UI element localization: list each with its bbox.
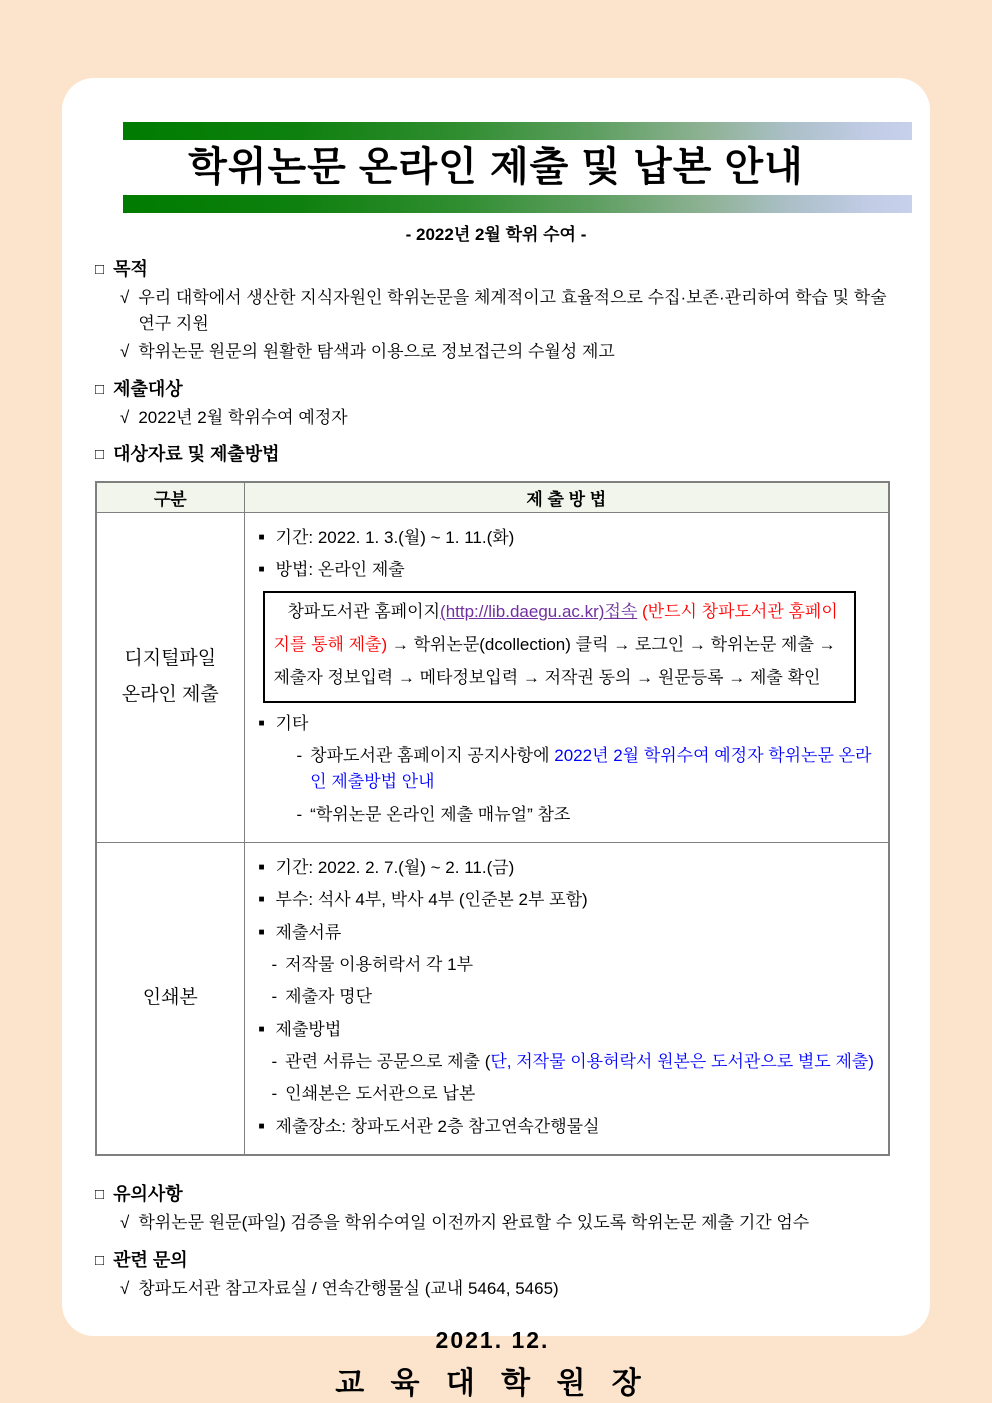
table-header-category: 구분 — [96, 482, 244, 512]
section-heading-materials-label: 대상자료 및 제출방법 — [113, 444, 280, 464]
row-label-digital-line1: 디지털파일 — [124, 648, 217, 670]
contact-item-1-text: 창파도서관 참고자료실 / 연속간행물실 (교내 5464, 5465) — [138, 1278, 559, 1298]
section-heading-purpose-label: 목적 — [113, 259, 148, 279]
submission-method-table — [95, 481, 890, 1156]
notes-item-1 — [120, 1210, 890, 1236]
purpose-item-2 — [120, 339, 890, 365]
section-heading-purpose — [95, 255, 890, 281]
section-heading-target — [95, 375, 890, 401]
procedure-warning-red: (반드시 창파도서관 홈페이지를 통해 제출) — [273, 602, 838, 655]
print-place-text: 제출장소: 창파도서관 2층 참고연속간행물실 — [275, 1116, 600, 1136]
bullet-icon: ■ — [258, 563, 265, 575]
digital-period-line — [259, 525, 875, 551]
digital-etc-label: 기타 — [275, 713, 309, 733]
row-label-digital — [96, 512, 244, 842]
digital-method-text: 방법: 온라인 제출 — [275, 559, 405, 579]
print-method-label: 제출방법 — [275, 1019, 342, 1039]
notes-item-1-text: 학위논문 원문(파일) 검증을 학위수여일 이전까지 완료할 수 있도록 학위논문 제출 기간 엄수 — [138, 1213, 810, 1233]
checkbox-square-icon: □ — [95, 261, 105, 278]
section-heading-notes-label: 유의사항 — [113, 1184, 183, 1205]
checkbox-square-icon: □ — [95, 1186, 105, 1204]
print-method-line — [259, 1017, 875, 1043]
print-docs-item-1 — [272, 952, 875, 978]
checkbox-square-icon: □ — [95, 1251, 105, 1269]
library-homepage-link[interactable]: (http://lib.daegu.ac.kr)접속 — [440, 602, 638, 622]
issue-date: 2021. 12. — [435, 1327, 550, 1354]
print-method-item-1-text — [285, 1049, 874, 1075]
target-item-1-text: 2022년 2월 학위수여 예정자 — [138, 407, 348, 427]
bullet-icon: ■ — [258, 1120, 265, 1132]
section-heading-materials — [95, 440, 890, 466]
signature-dean: 교 육 대 학 원 장 — [335, 1367, 650, 1401]
method1-prefix: 관련 서류는 공문으로 제출 ( — [285, 1052, 491, 1072]
bullet-icon: ■ — [258, 1023, 265, 1035]
bullet-icon: ■ — [258, 861, 265, 873]
check-mark-icon: √ — [120, 1278, 130, 1298]
table-row-digital — [96, 512, 889, 842]
checkbox-square-icon: □ — [95, 380, 105, 398]
bullet-icon: ■ — [258, 717, 265, 729]
print-docs-item-1-text: 저작물 이용허락서 각 1부 — [285, 955, 474, 975]
print-docs-line — [259, 920, 875, 946]
subtitle: - 2022년 2월 학위 수여 - — [405, 225, 587, 244]
purpose-item-2-text: 학위논문 원문의 원활한 탐색과 이용으로 정보접근의 수월성 제고 — [138, 342, 615, 361]
print-method-item-2 — [272, 1081, 875, 1107]
digital-etc-line — [259, 711, 875, 737]
title-bar-bottom — [123, 195, 912, 213]
print-docs-item-2 — [272, 984, 875, 1010]
print-docs-item-2-text: 제출자 명단 — [285, 987, 373, 1007]
digital-period-text: 기간: 2022. 1. 3.(월) ~ 1. 11.(화) — [275, 527, 515, 547]
print-method-item-1 — [272, 1049, 875, 1075]
bullet-icon: ■ — [258, 894, 265, 906]
check-mark-icon: √ — [120, 288, 130, 307]
check-mark-icon: √ — [120, 342, 130, 361]
table-row-print — [96, 842, 889, 1155]
purpose-item-1-text: 우리 대학에서 생산한 지식자원인 학위논문을 체계적이고 효율적으로 수집·보존·관리하여 학습 및 학술연구 지원 — [138, 288, 887, 333]
check-mark-icon: √ — [120, 1213, 130, 1233]
dash-marker: - — [296, 745, 303, 765]
print-docs-label: 제출서류 — [275, 922, 342, 942]
print-period-text: 기간: 2022. 2. 7.(월) ~ 2. 11.(금) — [275, 857, 515, 877]
print-cell — [244, 842, 889, 1155]
check-mark-icon: √ — [120, 407, 130, 427]
bullet-icon: ■ — [258, 926, 265, 938]
table-header-row — [96, 482, 889, 512]
dash-marker: - — [271, 1052, 278, 1072]
procedure-box — [263, 591, 857, 702]
purpose-item-1 — [120, 285, 890, 336]
digital-method-line — [259, 557, 875, 583]
section-heading-target-label: 제출대상 — [113, 378, 183, 399]
dash-marker: - — [271, 955, 278, 975]
dash-marker: - — [296, 804, 303, 824]
print-copies-text: 부수: 석사 4부, 박사 4부 (인준본 2부 포함) — [275, 890, 588, 910]
procedure-part2: → 학위논문(dcollection) 클릭 → 로그인 → 학위논문 제출 → 제출자 정보입력 → 메타정보입력 → 저작권 동의 → 원문등록 → 제출 확인 — [273, 635, 836, 688]
digital-etc-item-2 — [297, 802, 875, 828]
digital-etc-item-1 — [297, 743, 875, 796]
print-method-item-2-text: 인쇄본은 도서관으로 납본 — [285, 1084, 476, 1104]
dash-marker: - — [271, 987, 278, 1007]
table-header-method: 제 출 방 법 — [244, 482, 889, 512]
title-bar-top — [123, 122, 912, 140]
etc1-notice-title-blue: 2022년 2월 학위수여 예정자 학위논문 온라인 제출방법 안내 — [310, 745, 872, 792]
document-body — [62, 255, 930, 1402]
dash-marker: - — [271, 1084, 278, 1104]
procedure-part1: 창파도서관 홈페이지 — [287, 602, 441, 622]
contact-item-1 — [120, 1276, 890, 1302]
print-period-line — [259, 855, 875, 881]
target-item-1 — [120, 405, 890, 431]
row-label-print: 인쇄본 — [96, 842, 244, 1155]
digital-etc-item-2-text: “학위논문 온라인 제출 매뉴얼” 참조 — [310, 804, 571, 824]
digital-etc-item-1-text — [310, 743, 874, 796]
page-title: 학위논문 온라인 제출 및 납본 안내 — [188, 145, 804, 189]
print-place-line — [259, 1114, 875, 1140]
section-heading-contact-label: 관련 문의 — [113, 1249, 188, 1270]
digital-cell — [244, 512, 889, 842]
row-label-digital-line2: 온라인 제출 — [121, 684, 219, 706]
etc1-prefix: 창파도서관 홈페이지 공지사항에 — [310, 745, 555, 765]
section-heading-contact — [95, 1246, 890, 1272]
bullet-icon: ■ — [258, 531, 265, 543]
method1-note-blue: 단, 저작물 이용허락서 원본은 도서관으로 별도 제출) — [490, 1052, 874, 1072]
section-heading-notes — [95, 1180, 890, 1206]
print-copies-line — [259, 887, 875, 913]
checkbox-square-icon: □ — [95, 446, 105, 463]
notice-card — [62, 78, 930, 1401]
